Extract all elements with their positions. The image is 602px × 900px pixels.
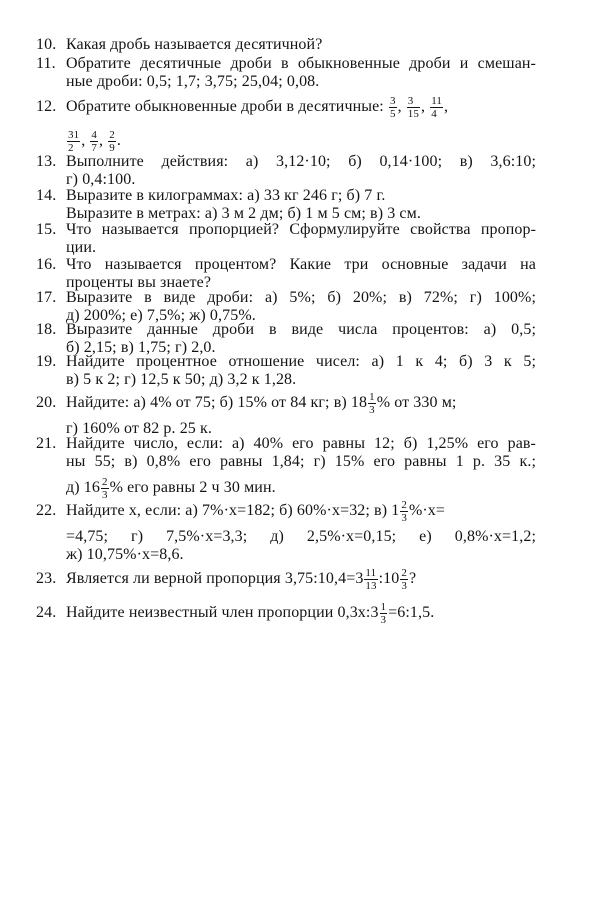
question-text: ? [408, 570, 417, 587]
question-text: г) 160% от 82 р. 25 к. [66, 420, 212, 437]
fraction [380, 601, 388, 626]
question-text-line [66, 596, 536, 630]
question-20 [36, 386, 536, 438]
numerator: 3 [389, 94, 396, 107]
question-text: Является ли верной пропорция 3,75:10,4=3 [66, 570, 364, 587]
question-text: д) 200%; е) 7,5%; ж) 0,75%. [66, 307, 256, 324]
denominator: 9 [109, 141, 115, 154]
question-18 [36, 321, 536, 357]
question-13 [36, 153, 536, 189]
question-text: ные дроби: 0,5; 1,7; 3,75; 25,04; 0,08. [66, 73, 320, 90]
question-text: Что называется пропорцией? Сформулируйте свойства пропор- [66, 221, 536, 238]
question-22 [36, 494, 536, 564]
question-text: % от 330 м; [376, 394, 457, 411]
question-text: Выразите в метрах: а) 3 м 2 дм; б) 1 м 5 см; в) 3 см. [66, 205, 421, 222]
denominator: 5 [389, 107, 396, 120]
question-text: Обратите обыкновенные дроби в десятичные: [66, 98, 384, 115]
numerator: 1 [380, 600, 387, 613]
question-text: ции. [66, 239, 97, 256]
question-text: Найдите: а) 4% от 75; б) 15% от 84 кг; в) 18 [66, 394, 368, 411]
numerator: 11 [431, 94, 442, 107]
fraction [364, 567, 377, 592]
question-text: =4,75; г) 7,5%·x=3,3; д) 2,5%·x=0,15; е) 0,8%·x=1,2; [66, 528, 536, 545]
fraction [407, 95, 420, 120]
fraction [400, 567, 408, 592]
question-16 [36, 256, 536, 292]
denominator: 3 [101, 488, 108, 501]
question-text: Что называется процентом? Какие три основные задачи на [66, 256, 536, 273]
fraction [67, 129, 80, 154]
question-text: Выполните действия: а) 3,12·10; б) 0,14·100; в) 3,6:10; [66, 153, 536, 170]
question-text: Выразите в виде дроби: а) 5%; б) 20%; в) 72%; г) 100%; [66, 289, 536, 306]
numerator: 2 [101, 475, 108, 488]
denominator: 3 [401, 511, 407, 524]
numerator: 2 [401, 566, 407, 579]
question-number: 21. [36, 435, 57, 452]
question-14 [36, 187, 536, 223]
question-number: 19. [36, 353, 57, 370]
denominator: 7 [91, 141, 98, 154]
question-text: г) 0,4:100. [66, 171, 136, 188]
question-text-line [66, 386, 536, 420]
question-text: ж) 10,75%·x=8,6. [66, 546, 184, 563]
numerator: 11 [365, 566, 377, 579]
question-23 [36, 562, 536, 596]
question-number: 12. [36, 98, 57, 115]
question-text: в) 5 к 2; г) 12,5 к 50; д) 3,2 к 1,28. [66, 371, 297, 388]
question-number: 11. [36, 55, 56, 72]
question-number: 13. [36, 153, 57, 170]
question-number: 20. [36, 394, 57, 411]
question-text: Найдите неизвестный член пропорции 0,3x:3 [66, 604, 379, 621]
question-24 [36, 596, 536, 630]
question-12 [36, 90, 536, 158]
question-text: Найдите процентное отношение чисел: а) 1 к 4; б) 3 к 5; [66, 353, 536, 370]
question-number: 15. [36, 221, 57, 238]
question-number: 23. [36, 570, 57, 587]
question-text: =6:1,5. [388, 604, 435, 621]
question-text: Какая дробь называется десятичной? [66, 36, 323, 53]
numerator: 1 [369, 390, 375, 403]
denominator: 3 [401, 579, 407, 592]
question-number: 10. [36, 36, 57, 53]
numerator: 4 [91, 128, 98, 141]
fraction [430, 95, 443, 120]
numerator: 2 [109, 128, 115, 141]
question-text: % его равны 2 ч 30 мин. [109, 479, 276, 496]
question-15 [36, 221, 536, 257]
question-text-line [66, 494, 536, 528]
question-number: 14. [36, 187, 57, 204]
fraction [90, 129, 98, 154]
question-text: :10 [378, 570, 400, 587]
question-number: 24. [36, 604, 57, 621]
question-text-line: Обратите обыкновенные дроби в десятичные: $\frac{3}{5}$ , $\frac{3}{15}$ , $\frac{11}{4}$ , [66, 94, 449, 120]
question-text: Найдите x, если: а) 7%·x=182; б) 60%·x=32; в) 1 [66, 502, 400, 519]
question-text-line [66, 562, 536, 596]
question-10 [36, 36, 536, 54]
fraction [368, 391, 376, 416]
denominator: 15 [407, 107, 419, 120]
numerator: 2 [401, 498, 407, 511]
numerator: 31 [68, 128, 80, 141]
question-text: Выразите в килограммах: а) 33 кг 246 г; б) 7 г. [66, 187, 386, 204]
question-11 [36, 55, 536, 91]
question-text: %·x= [408, 502, 446, 519]
question-text: б) 2,15; в) 1,75; г) 2,0. [66, 339, 216, 356]
question-19 [36, 353, 536, 389]
fraction [108, 129, 116, 154]
denominator: 13 [365, 579, 377, 592]
denominator: 3 [369, 403, 375, 416]
question-text-line: $\frac{31}{2}$ , $\frac{4}{7}$ , $\frac{2}{9}$ . [68, 128, 121, 154]
question-number: 18. [36, 321, 57, 338]
fraction [400, 499, 408, 524]
denominator: 4 [431, 107, 437, 120]
fraction [389, 95, 397, 120]
question-text: проценты вы знаете? [66, 274, 212, 291]
denominator: 3 [380, 613, 387, 626]
question-text: д) 16 [66, 479, 100, 496]
question-17 [36, 289, 536, 325]
denominator: 2 [68, 141, 74, 154]
numerator: 3 [407, 95, 420, 108]
question-text: Найдите число, если: а) 40% его равны 12; б) 1,25% его рав- [66, 435, 536, 452]
question-number: 17. [36, 289, 57, 306]
question-text: ны 55; в) 0,8% его равны 1,84; г) 15% его равны 1 р. 35 к.; [66, 453, 536, 470]
question-text: Обратите десятичные дроби в обыкновенные дроби и смешан- [66, 55, 536, 72]
question-number: 22. [36, 502, 57, 519]
question-number: 16. [36, 256, 57, 273]
question-text: Выразите данные дроби в виде числа процентов: а) 0,5; [66, 321, 536, 338]
